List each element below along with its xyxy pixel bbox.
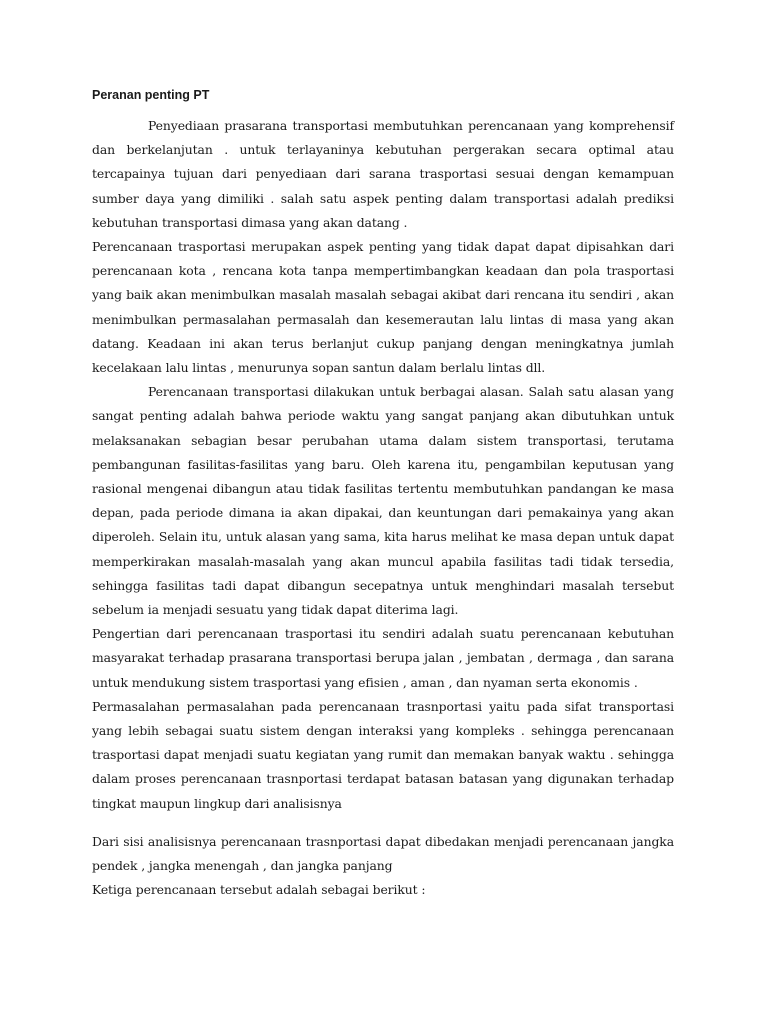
- document-heading: Peranan penting PT: [92, 88, 210, 102]
- paragraph-3: Perencanaan transportasi dilakukan untuk berbagai alasan. Salah satu alasan yang sangat penting adalah bahwa periode waktu yang sangat panjang akan dibutuhkan untuk melaksanakan sebagian besar perubahan utama dalam sistem transportasi, terutama pembangunan fasilitas-fasilitas yang baru. Oleh karena itu, pengambilan keputusan yang rasional mengenai dibangun atau tidak fasilitas tertentu membutuhkan pandangan ke masa depan, pada periode dimana ia akan dipakai, dan keuntungan dari pemakainya yang akan diperoleh. Selain itu, untuk alasan yang sama, kita harus melihat ke masa depan untuk dapat memperkirakan masalah-masalah yang akan muncul apabila fasilitas tadi tidak tersedia, sehingga fasilitas tadi dapat dibangun secepatnya untuk menghindari masalah tersebut sebelum ia menjadi sesuatu yang tidak dapat diterima lagi.: [92, 384, 674, 618]
- paragraph-1: Penyediaan prasarana transportasi membutuhkan perencanaan yang komprehensif dan berkelanjutan . untuk terlayaninya kebutuhan pergerakan secara optimal atau tercapainya tujuan dari penyediaan dari sarana trasportasi sesuai dengan kemampuan sumber daya yang dimiliki . salah satu aspek penting dalam transportasi adalah prediksi kebutuhan transportasi dimasa yang akan datang .: [92, 118, 674, 230]
- paragraph-7: Ketiga perencanaan tersebut adalah sebagai berikut :: [92, 882, 426, 898]
- document-body: [92, 114, 674, 903]
- paragraph-5: Permasalahan permasalahan pada perencanaan trasnportasi yaitu pada sifat transportasi yang lebih sebagai suatu sistem dengan interaksi yang kompleks . sehingga perencanaan trasportasi dapat menjadi suatu kegiatan yang rumit dan memakan banyak waktu . sehingga dalam proses perencanaan trasnportasi terdapat batasan batasan yang digunakan terhadap tingkat maupun lingkup dari analisisnya: [92, 698, 674, 811]
- paragraph-4: Pengertian dari perencanaan trasportasi itu sendiri adalah suatu perencanaan kebutuhan masyarakat terhadap prasarana transportasi berupa jalan , jembatan , dermaga , dan sarana untuk mendukung sistem trasportasi yang efisien , aman , dan nyaman serta ekonomis .: [92, 626, 674, 690]
- paragraph-2: Perencanaan trasportasi merupakan aspek penting yang tidak dapat dapat dipisahkan dari perencanaan kota , rencana kota tanpa mempertimbangkan keadaan dan pola trasportasi yang baik akan menimbulkan masalah masalah sebagai akibat dari rencana itu sendiri , akan menimbulkan permasalahan permasalah dan kesemerautan lalu lintas di masa yang akan datang. Keadaan ini akan terus berlanjut cukup panjang dengan meningkatnya jumlah kecelakaan lalu lintas , menurunya sopan santun dalam berlalu lintas dll.: [92, 239, 674, 376]
- paragraph-6: Dari sisi analisisnya perencanaan trasnportasi dapat dibedakan menjadi perencanaan jangka pendek , jangka menengah , dan jangka panjang: [92, 833, 674, 874]
